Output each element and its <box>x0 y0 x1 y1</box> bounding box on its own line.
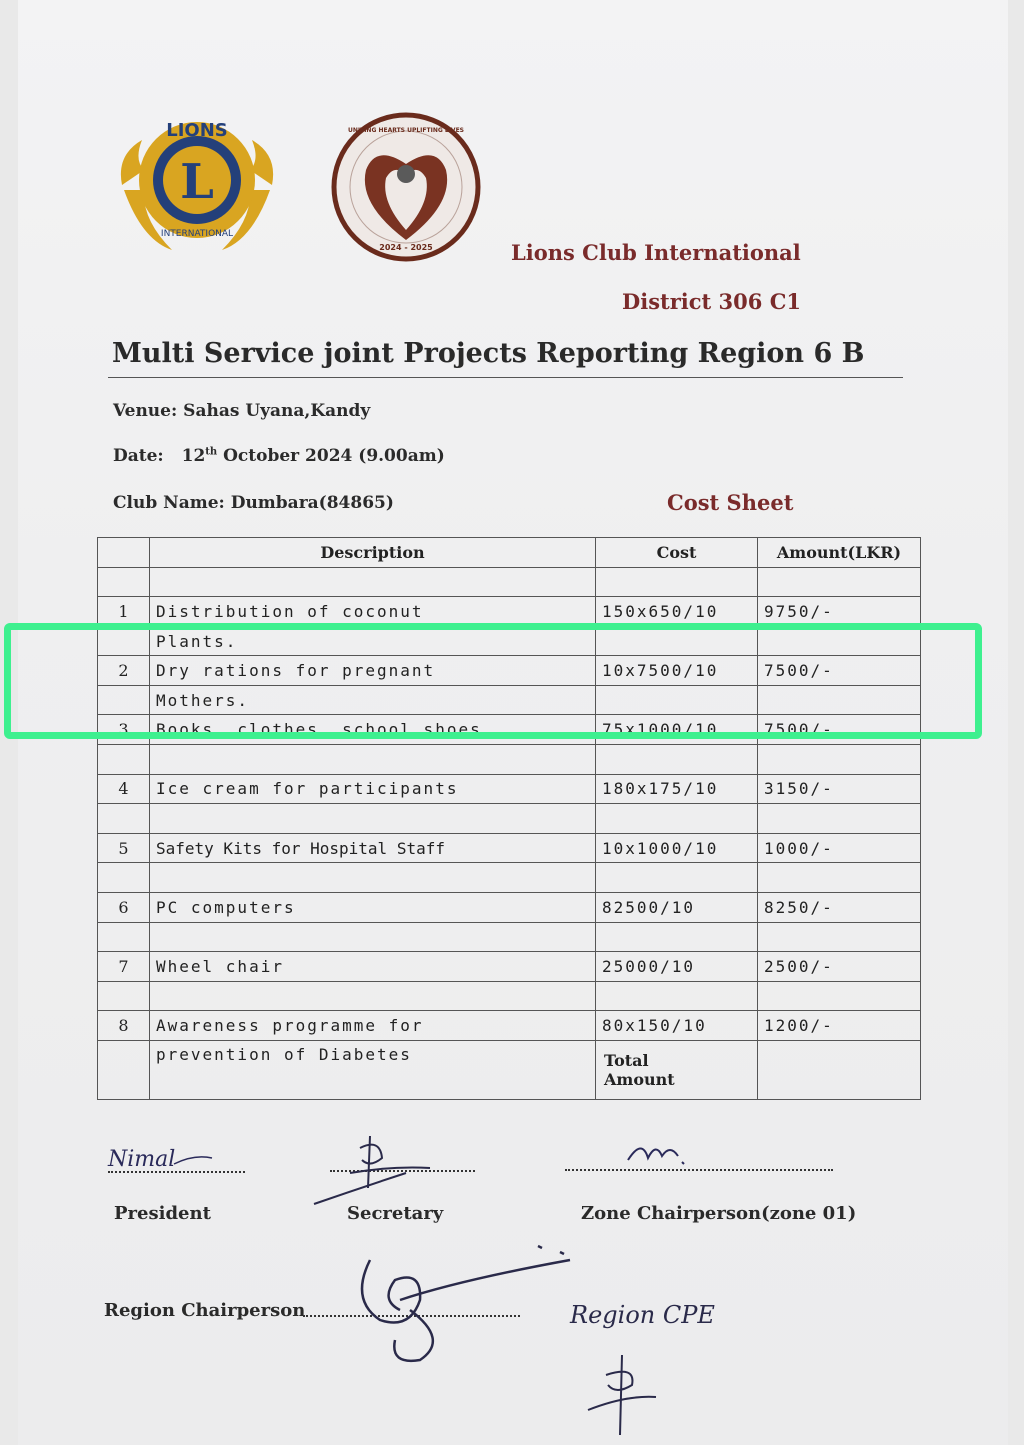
zone-chair-label: Zone Chairperson(zone 01) <box>581 1203 857 1224</box>
lions-logo-international: INTERNATIONAL <box>160 229 234 239</box>
total-value <box>758 1040 921 1099</box>
total-label <box>596 1040 758 1099</box>
header-description: Description <box>150 538 596 568</box>
spacer-row <box>98 567 921 597</box>
row-number: 5 <box>98 833 150 863</box>
highlight-box <box>4 623 982 739</box>
row-number: 6 <box>98 892 150 922</box>
row-cost: 75x1000/10 <box>596 715 758 745</box>
lions-logo-word: LIONS <box>166 120 228 141</box>
row-amount: 9750/- <box>758 597 921 627</box>
spacer-row <box>98 863 921 893</box>
table-header-row <box>98 538 921 568</box>
zone-sig-line <box>565 1169 833 1171</box>
row-cost: 180x175/10 <box>596 774 758 804</box>
emblem-ring-text: UNITING HEARTS UPLIFTING LIVES <box>347 127 465 134</box>
row-amount: 7500/- <box>758 656 921 686</box>
row-amount: 7500/- <box>758 715 921 745</box>
row-amount: 8250/- <box>758 892 921 922</box>
date-label: Date: <box>113 446 164 466</box>
secretary-signature <box>310 1128 450 1208</box>
page-title: Multi Service joint Projects Reporting Region 6 B <box>112 338 865 369</box>
date-suffix: th <box>205 446 218 458</box>
row-number: 2 <box>98 656 150 686</box>
row-amount: 1000/- <box>758 833 921 863</box>
emblem-years: 2024 - 2025 <box>379 243 433 252</box>
row-description-cont: Plants. <box>150 626 596 656</box>
row-cost: 80x150/10 <box>596 1011 758 1041</box>
emblem-logo <box>326 112 486 262</box>
spacer-row <box>98 922 921 952</box>
lions-logo <box>112 100 282 260</box>
row-cost: 10x1000/10 <box>596 833 758 863</box>
row-description: Dry rations for pregnant <box>150 656 596 686</box>
row-amount: 3150/- <box>758 774 921 804</box>
row-description: Books, clothes, school shoes <box>150 715 596 745</box>
table-row <box>98 1011 921 1041</box>
table-row <box>98 774 921 804</box>
date-day: 12 <box>181 446 206 466</box>
region-note-handwriting <box>566 1285 746 1445</box>
header-no <box>98 538 150 568</box>
region-note-text: Region CPE <box>570 1301 715 1329</box>
total-label-line1: Total <box>604 1050 649 1070</box>
spacer-row <box>98 981 921 1011</box>
president-signature <box>104 1136 224 1176</box>
spacer-row <box>98 804 921 834</box>
row-number: 1 <box>98 597 150 627</box>
table-row <box>98 597 921 627</box>
spacer-row <box>98 745 921 775</box>
row-cost: 25000/10 <box>596 952 758 982</box>
org-name: Lions Club International <box>511 240 801 265</box>
table-row <box>98 952 921 982</box>
row-description: PC computers <box>150 892 596 922</box>
row-number: 3 <box>98 715 150 745</box>
row-description: Ice cream for participants <box>150 774 596 804</box>
region-chair-label: Region Chairperson <box>104 1300 306 1321</box>
row-number: 4 <box>98 774 150 804</box>
row-amount: 2500/- <box>758 952 921 982</box>
cost-sheet-label: Cost Sheet <box>667 490 794 515</box>
title-rule <box>108 377 903 378</box>
row-number: 7 <box>98 952 150 982</box>
row-amount: 1200/- <box>758 1011 921 1041</box>
header-cost: Cost <box>596 538 758 568</box>
total-row <box>98 1040 921 1099</box>
president-signature-text: Nimal <box>108 1147 176 1172</box>
zone-chair-signature <box>622 1132 692 1172</box>
row-description-cont: prevention of Diabetes <box>150 1040 596 1099</box>
president-label: President <box>114 1203 211 1224</box>
row-description: Wheel chair <box>150 952 596 982</box>
row-cost: 82500/10 <box>596 892 758 922</box>
row-cost: 150x650/10 <box>596 597 758 627</box>
cost-table <box>97 537 921 1100</box>
date <box>113 446 445 466</box>
district: District 306 C1 <box>622 289 802 314</box>
secretary-label: Secretary <box>347 1203 444 1224</box>
row-description: Distribution of coconut <box>150 597 596 627</box>
row-description: Awareness programme for <box>150 1011 596 1041</box>
row-description-cont: Mothers. <box>150 685 596 715</box>
date-rest: October 2024 (9.00am) <box>223 446 445 466</box>
total-label-line2: Amount <box>604 1069 675 1089</box>
row-description: Safety Kits for Hospital Staff <box>150 833 596 863</box>
lions-logo-letter: L <box>180 154 214 210</box>
header-amount: Amount(LKR) <box>758 538 921 568</box>
venue: Venue: Sahas Uyana,Kandy <box>113 401 371 421</box>
table-row <box>98 892 921 922</box>
table-row <box>98 833 921 863</box>
row-cost: 10x7500/10 <box>596 656 758 686</box>
row-number: 8 <box>98 1011 150 1041</box>
club-name: Club Name: Dumbara(84865) <box>113 493 394 513</box>
